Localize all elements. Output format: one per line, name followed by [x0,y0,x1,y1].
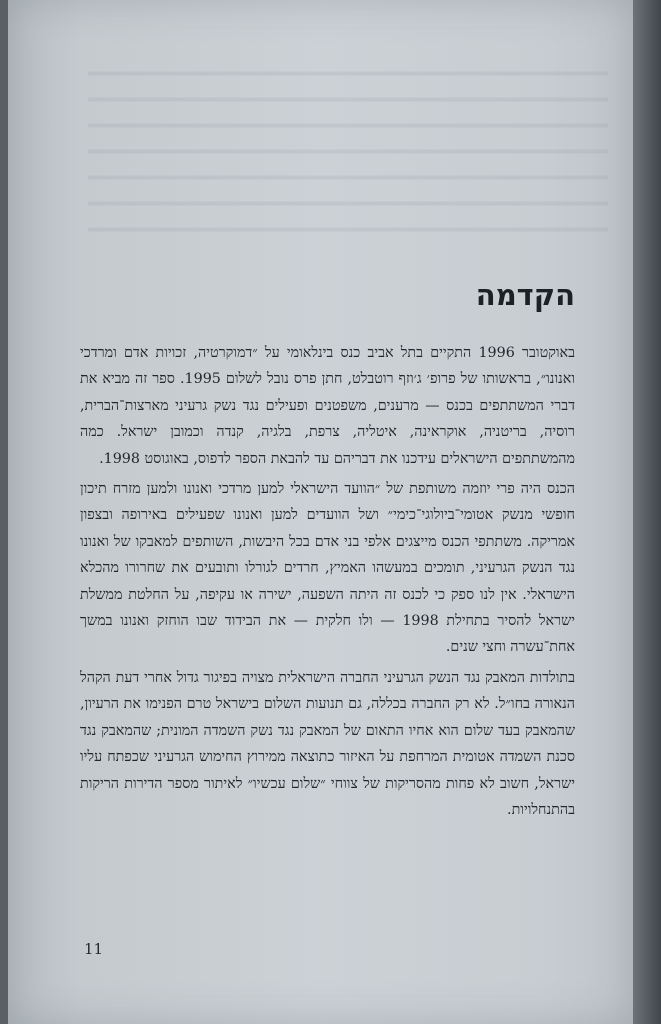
page-number: 11 [84,940,104,958]
show-through-text [88,55,608,245]
paragraph: באוקטובר 1996 התקיים בתל אביב כנס בינלאומי על ״דמוקרטיה, זכויות אדם ומרדכי ואנונו״, בראשותו של פרופ׳ ג׳וזף רוטבלט, חתן פרס נובל לשלום 1995. ספר זה מביא את דברי המשתתפים בכנס — מרענים, משפטנים ופעילים נגד נשק גרעיני מארצות־הברית, רוסיה, בריטניה, אוקראינה, איטליה, צרפת, בלגיה, קנדה וכמובן ישראל. כמה מהמשתתפים הישראלים עידכנו את דבריהם עד להבאת הספר לדפוס, באוגוסט 1998. [80,345,575,467]
chapter-heading: הקדמה [475,278,575,312]
body-text [80,340,575,823]
book-page [8,0,633,1024]
paragraph: בתולדות המאבק נגד הנשק הגרעיני החברה הישראלית מצויה בפיגור גדול אחרי דעת הקהל הנאורה בחו״ל. לא רק החברה בכללה, גם תנועות השלום בישראל טרם הפנימו את הרעיון, שהמאבק בעד שלום הוא אחיו התאום של המאבק נגד נשק השמדה המונית; שהמאבק נגד סכנת השמדה אטומית המרחפת על האיזור כתוצאה ממירוץ החימוש הגרעיני שכפתח עליו ישראל, חשוב לא פחות מהסריקות של צווחי ״שלום עכשיו״ לאיתור מספר הדירות הריקות בהתנחלויות. [80,669,575,818]
book-spine-edge [633,0,661,1024]
paragraph: הכנס היה פרי יוזמה משותפת של ״הוועד הישראלי למען מרדכי ואנונו ולמען מזרח תיכון חופשי מנשק אטומי־ביולוגי־כימי״ ושל הוועדים למען ואנונו שפעילים באירופה ובצפון אמריקה. משתתפי הכנס מייצגים אלפי בני אדם בכל היבשות, השותפים למאבקו של ואנונו נגד הנשק הגרעיני, תומכים במעשהו האמיץ, חרדים לגורלו ותובעים את שחרורו מהכלא הישראלי. אין לנו ספק כי לכנס זה היתה השפעה, ישירה או עקיפה, על החלטת ממשלת ישראל להסיר בתחילת 1998 — ולו חלקית — את הבידוד שבו הוחזק ואנונו במשך אחת־עשרה וחצי שנים. [80,481,575,656]
